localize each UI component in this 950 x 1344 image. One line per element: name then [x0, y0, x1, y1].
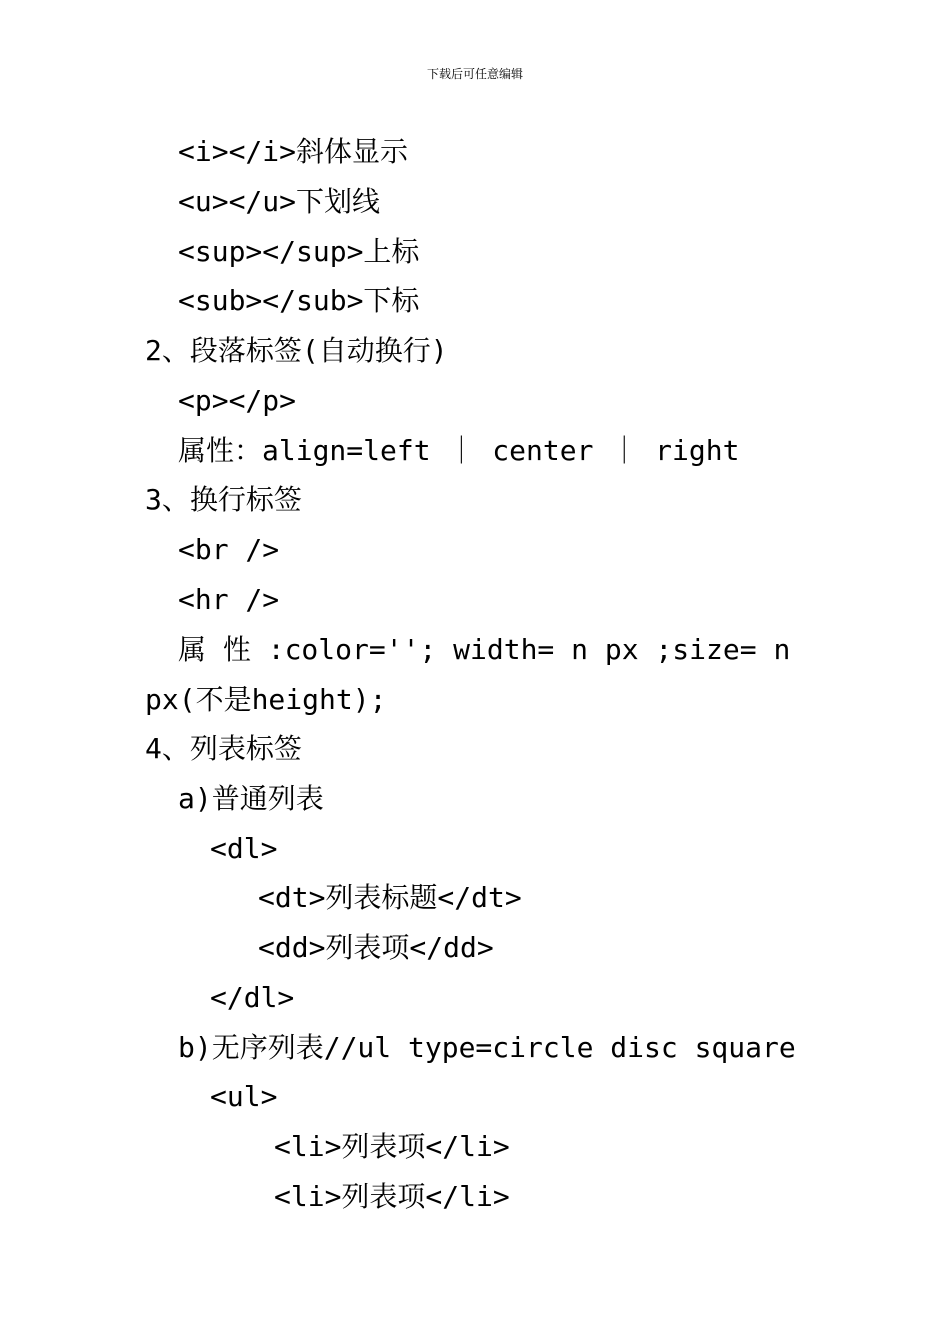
line-li-2: <li>列表项</li> — [274, 1180, 510, 1213]
line-br-tag: <br /> — [178, 533, 280, 566]
line-hr-attributes: 属 性 :color=''; width= n px ;size= n — [178, 633, 791, 666]
line-hr-tag: <hr /> — [178, 583, 280, 616]
line-dl-open: <dl> — [210, 832, 278, 865]
line-hr-attributes-cont: px(不是height); — [145, 683, 387, 716]
line-dl-close: </dl> — [210, 981, 295, 1014]
line-ul-open: <ul> — [210, 1080, 278, 1113]
line-sub-tag: <sub></sub>下标 — [178, 284, 420, 317]
line-italic-tag: <i></i>斜体显示 — [178, 135, 409, 168]
line-dd: <dd>列表项</dd> — [258, 931, 494, 964]
line-unordered-list-label: b)无序列表//ul type=circle disc square — [178, 1031, 796, 1064]
line-li-1: <li>列表项</li> — [274, 1130, 510, 1163]
line-p-attributes: 属性：align=left ｜ center ｜ right — [178, 434, 740, 467]
section-heading-list: 4、列表标签 — [145, 732, 302, 765]
line-p-tag: <p></p> — [178, 384, 297, 417]
section-heading-linebreak: 3、换行标签 — [145, 483, 302, 516]
line-definition-list-label: a)普通列表 — [178, 782, 324, 815]
line-dt: <dt>列表标题</dt> — [258, 881, 522, 914]
line-sup-tag: <sup></sup>上标 — [178, 235, 420, 268]
line-underline-tag: <u></u>下划线 — [178, 185, 381, 218]
page-header: 下载后可任意编辑 — [426, 67, 523, 81]
section-heading-paragraph: 2、段落标签(自动换行) — [145, 334, 448, 367]
